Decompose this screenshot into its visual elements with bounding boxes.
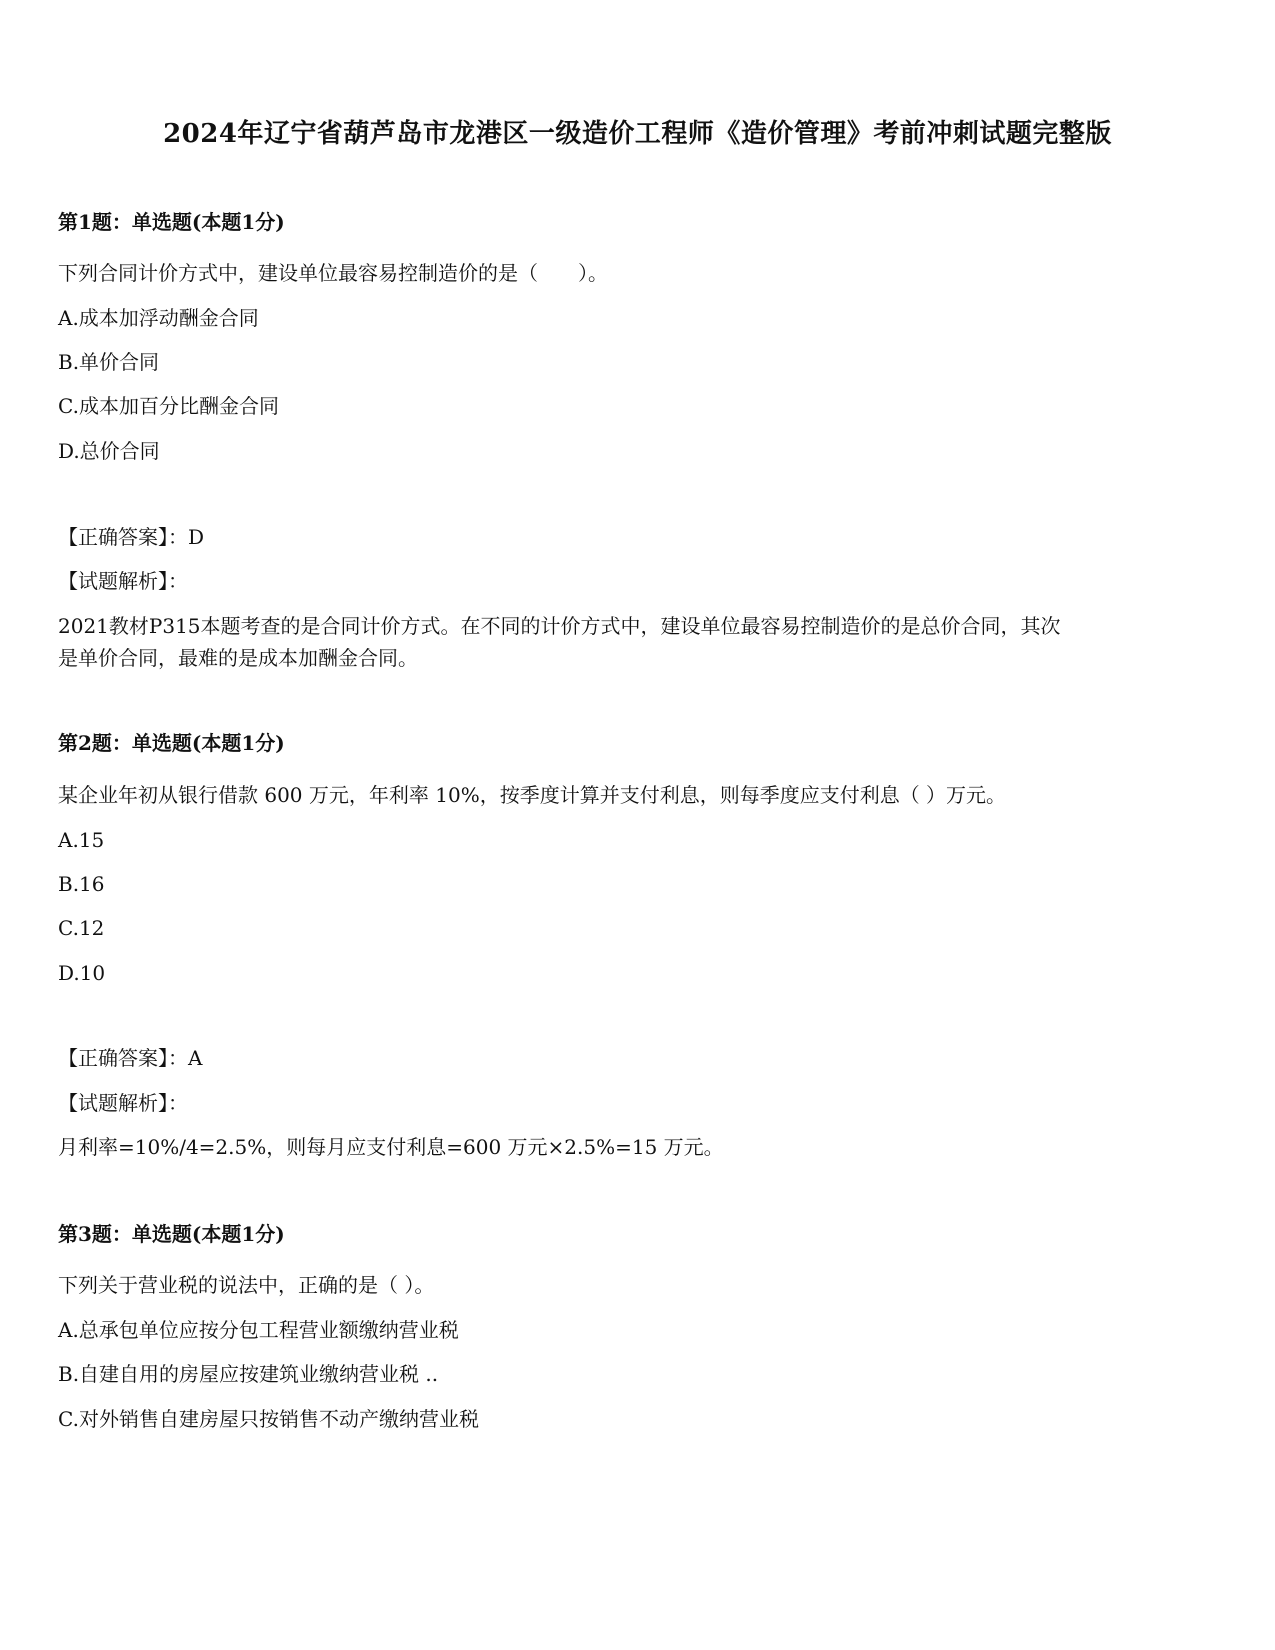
question-2-analysis-line-1: 月利率=10%/4=2.5%，则每月应支付利息=600 万元×2.5%=15 万元。 [58, 1135, 724, 1159]
question-2-option-d: D.10 [58, 961, 106, 985]
question-2-option-c: C.12 [58, 916, 105, 940]
question-1-stem: 下列合同计价方式中，建设单位最容易控制造价的是（ ）。 [58, 261, 608, 285]
question-3-header: 第3题：单选题(本题1分) [58, 1222, 285, 1246]
question-1-option-d: D.总价合同 [58, 439, 160, 463]
question-1-header: 第1题：单选题(本题1分) [58, 210, 285, 234]
question-2-option-b: B.16 [58, 872, 105, 896]
question-2-stem: 某企业年初从银行借款 600 万元，年利率 10%，按季度计算并支付利息，则每季度应支付利息（ ）万元。 [58, 783, 1007, 807]
question-1-option-b: B.单价合同 [58, 350, 160, 374]
question-1-analysis-line-2: 是单价合同，最难的是成本加酬金合同。 [58, 646, 418, 670]
question-1-analysis-line-1: 2021教材P315本题考查的是合同计价方式。在不同的计价方式中，建设单位最容易控制造价的是总价合同，其次 [58, 614, 1061, 638]
question-3-option-c: C.对外销售自建房屋只按销售不动产缴纳营业税 [58, 1407, 479, 1431]
question-3-stem: 下列关于营业税的说法中，正确的是（ ）。 [58, 1273, 435, 1297]
question-2-header: 第2题：单选题(本题1分) [58, 731, 285, 755]
question-1-option-a: A.成本加浮动酬金合同 [58, 306, 259, 330]
question-3-option-a: A.总承包单位应按分包工程营业额缴纳营业税 [58, 1318, 459, 1342]
question-2-analysis-label: 【试题解析】： [58, 1091, 188, 1115]
question-1-answer: 【正确答案】：D [58, 525, 205, 549]
question-1-analysis-label: 【试题解析】： [58, 569, 188, 593]
document-title: 2024年辽宁省葫芦岛市龙港区一级造价工程师《造价管理》考前冲刺试题完整版 [163, 119, 1112, 149]
question-2-answer: 【正确答案】：A [58, 1046, 203, 1070]
question-3-option-b: B.自建自用的房屋应按建筑业缴纳营业税 .. [58, 1362, 439, 1386]
question-1-option-c: C.成本加百分比酬金合同 [58, 394, 279, 418]
question-2-option-a: A.15 [58, 828, 105, 852]
